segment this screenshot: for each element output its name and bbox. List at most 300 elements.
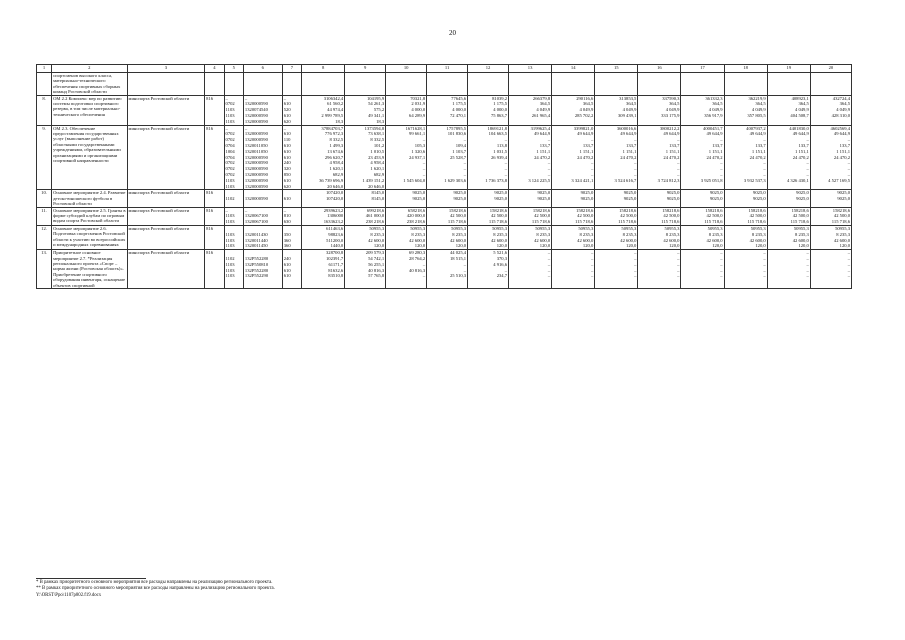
value-column — [386, 207, 427, 225]
value-cell: – — [806, 250, 809, 256]
value-cell: 4 527 169,5 — [828, 177, 850, 183]
value-column — [302, 125, 345, 190]
value-cell: 42 600,0 — [577, 237, 594, 243]
value-cell: 158218,6 — [448, 207, 467, 213]
value-cell: 1 151,1 — [536, 148, 551, 154]
value-cell: – — [590, 166, 594, 172]
value-column — [509, 207, 552, 225]
value-cell: 4 958,4 — [370, 160, 385, 166]
value-cell: 98823,6 — [328, 231, 344, 237]
value-cell: – — [677, 255, 680, 261]
value-cell: – — [590, 255, 594, 261]
value-cell: 158218,6 — [532, 207, 551, 213]
value-cell: 408923,1 — [791, 95, 809, 101]
value-cell: 24 470,2 — [620, 154, 637, 160]
value-cell — [769, 184, 809, 190]
value-cell: 8 235,3 — [836, 231, 850, 237]
value-cell: 364,5 — [626, 101, 637, 107]
header-cell: 9 — [345, 65, 386, 73]
value-cell: 520 — [283, 107, 291, 113]
value-cell: 1 103,7 — [452, 148, 467, 154]
value-column — [243, 73, 282, 96]
value-cell: 8 235,3 — [795, 231, 809, 237]
header-cell: 13 — [509, 65, 552, 73]
value-cell: 110 — [283, 137, 291, 143]
header-cell: 5 — [224, 65, 243, 73]
value-column — [595, 125, 638, 190]
value-cell: 24 470,2 — [663, 154, 680, 160]
page-number: 20 — [449, 29, 456, 37]
value-cell: – — [504, 171, 508, 177]
header-cell: 18 — [724, 65, 767, 73]
row-grbs: 816 — [205, 95, 224, 125]
row-executor: минспорта Ростовской области — [127, 190, 205, 207]
value-cell: 1103 — [225, 261, 235, 267]
value-column — [681, 250, 724, 289]
value-column — [810, 250, 851, 289]
value-cell: 83510,8 — [328, 273, 344, 279]
value-cell: – — [806, 273, 809, 279]
value-cell: 9025,0 — [412, 190, 426, 196]
value-column — [345, 95, 386, 125]
value-cell: 54 742,1 — [368, 255, 385, 261]
value-column — [638, 250, 681, 289]
value-cell: 4 000,0 — [452, 107, 467, 113]
value-cell: 8 235,3 — [622, 231, 637, 237]
value-cell: 364,5 — [839, 101, 850, 107]
value-column — [724, 207, 767, 225]
value-cell: – — [677, 160, 680, 166]
value-cell: – — [763, 166, 766, 172]
value-cell: 9025,0 — [537, 196, 551, 202]
value-cell: 1 629 303,6 — [444, 177, 467, 183]
value-cell: 364,5 — [582, 101, 594, 107]
value-cell: – — [283, 125, 287, 131]
value-cell: 328700,8 — [325, 250, 344, 256]
row-executor — [127, 73, 205, 96]
value-cell: 42 600,0 — [620, 237, 637, 243]
value-cell: – — [677, 166, 680, 172]
value-cell: 42 500,0 — [706, 213, 723, 219]
value-cell: 133,7 — [755, 143, 766, 148]
value-column — [427, 73, 468, 96]
value-cell: 101 830,6 — [447, 131, 467, 137]
value-cell: 69 280,3 — [409, 250, 426, 256]
value-cell: 3106342,4 — [323, 95, 344, 101]
value-cell: 4 049,9 — [665, 107, 680, 113]
value-cell: 610 — [283, 113, 291, 119]
value-cell: 40 816,3 — [409, 267, 426, 273]
value-column — [681, 125, 724, 190]
value-column — [767, 190, 810, 207]
header-row — [37, 65, 852, 73]
value-cell: 285 702,2 — [574, 113, 594, 119]
value-cell: 2939623,2 — [323, 207, 344, 213]
row-name: ОМ 2.2 Комплекс мер по развитию системы подготовки спортивного резерва, в том числе материально-технического обеспечения — [52, 95, 127, 125]
value-cell: 3199625,4 — [530, 125, 551, 131]
value-cell: – — [463, 267, 467, 273]
value-cell: – — [225, 207, 228, 213]
value-cell: 261 965,4 — [531, 113, 551, 119]
value-cell: 611463,6 — [326, 225, 344, 231]
value-cell: 120,0 — [798, 243, 809, 249]
value-cell: 1 151,1 — [836, 148, 850, 154]
value-cell: – — [720, 273, 723, 279]
value-column — [345, 190, 386, 207]
value-cell: 0702 — [225, 160, 235, 166]
value-cell: 610 — [283, 148, 291, 154]
value-cell: 49 644,9 — [792, 131, 809, 137]
value-cell: 9025,0 — [837, 196, 850, 202]
value-cell: 8 235,3 — [536, 231, 551, 237]
value-cell: 4401830,0 — [789, 125, 809, 131]
value-cell: – — [634, 160, 637, 166]
value-cell: 9025,0 — [580, 196, 594, 202]
value-cell: 610 — [283, 196, 291, 202]
value-cell: 70321,8 — [410, 95, 426, 101]
value-cell: – — [590, 160, 594, 166]
header-cell: 17 — [681, 65, 724, 73]
value-column — [810, 73, 851, 96]
value-cell: – — [463, 137, 467, 143]
value-cell: – — [763, 273, 766, 279]
value-column — [345, 250, 386, 289]
value-cell: 50955,3 — [535, 225, 551, 231]
value-column — [509, 225, 552, 249]
row-executor: минспорта Ростовской области — [127, 250, 205, 289]
value-cell: 2 999 789,5 — [321, 113, 344, 119]
value-cell: 362219,9 — [748, 95, 766, 101]
value-column — [243, 190, 282, 207]
value-cell: 850 — [283, 171, 291, 177]
value-cell: 238 218,6 — [365, 219, 385, 225]
value-cell: 24 470,2 — [749, 154, 766, 160]
value-cell: 158218,6 — [791, 207, 809, 213]
value-column — [638, 125, 681, 190]
value-cell: 24 937,1 — [409, 154, 426, 160]
value-cell: 75 863,7 — [490, 113, 508, 119]
value-cell: – — [763, 261, 766, 267]
value-cell: 1103 — [225, 113, 235, 119]
value-cell: – — [504, 137, 508, 143]
value-cell: 682,9 — [332, 171, 344, 177]
value-cell: 3 724 812,3 — [657, 177, 680, 183]
value-cell: 364,5 — [712, 101, 723, 107]
value-cell: 9025,0 — [453, 190, 467, 196]
value-cell: 1102 — [225, 196, 235, 202]
value-cell — [682, 119, 722, 125]
value-cell: 49 341,1 — [368, 113, 385, 119]
value-cell: 1320067100 — [244, 213, 268, 219]
value-cell: 1320000590 — [244, 160, 268, 166]
value-cell: 610 — [283, 273, 291, 279]
value-cell: 1320011050 — [244, 143, 268, 148]
value-cell: 50955,3 — [793, 225, 809, 231]
value-cell: 42 500,0 — [749, 213, 766, 219]
value-column — [224, 125, 243, 190]
value-column — [427, 207, 468, 225]
value-cell: 1103 — [225, 237, 235, 243]
value-cell: 4602569,4 — [830, 125, 850, 131]
value-column — [595, 207, 638, 225]
value-cell: 42 600,0 — [706, 237, 723, 243]
value-cell: – — [677, 137, 680, 143]
value-cell: 158218,6 — [619, 207, 637, 213]
value-cell: 9025,0 — [623, 190, 637, 196]
header-cell: 11 — [427, 65, 468, 73]
value-cell: 4 000,0 — [493, 107, 508, 113]
table-row — [37, 190, 852, 207]
value-cell: 4 049,9 — [622, 107, 637, 113]
value-cell: 699218,6 — [366, 207, 385, 213]
row-name: Основное мероприятие 2.5. Гранты в форме субсидий клубам по игровым видам спорта Ростовской области — [52, 207, 127, 225]
value-cell: 1 151,1 — [708, 148, 723, 154]
value-cell: – — [720, 166, 723, 172]
value-column — [427, 190, 468, 207]
value-column — [681, 73, 724, 96]
value-cell: 432724,4 — [832, 95, 850, 101]
value-column — [767, 125, 810, 190]
row-name: Основное мероприятие 2.4. Развитие детско-юношеского футбола в Ростовской области — [53, 190, 126, 207]
value-cell: 133,7 — [539, 143, 551, 148]
value-column — [724, 250, 767, 289]
value-cell: 238 218,6 — [406, 219, 426, 225]
value-cell: 3 324 421,1 — [571, 177, 594, 183]
row-grbs: 816 — [205, 207, 224, 225]
value-cell — [510, 119, 550, 125]
value-cell: 54 261,3 — [368, 101, 385, 107]
value-cell: 3800212,2 — [659, 125, 680, 131]
value-cell: 3 524 616,7 — [614, 177, 637, 183]
table-body — [37, 65, 852, 289]
value-cell: – — [847, 137, 850, 143]
value-cell: – — [547, 166, 551, 172]
value-cell: 42 600,0 — [534, 237, 551, 243]
value-cell: 240 — [283, 160, 291, 166]
value-cell: 120,0 — [455, 243, 467, 249]
value-cell: – — [244, 207, 248, 213]
value-cell: 113,8 — [496, 143, 508, 148]
value-cell: 115 718,6 — [747, 219, 766, 225]
row-executor: минспорта Ростовской области — [127, 207, 205, 225]
value-cell: 9025,0 — [753, 190, 766, 196]
value-cell: – — [422, 261, 426, 267]
header-cell: 10 — [386, 65, 427, 73]
value-cell: – — [677, 273, 680, 279]
value-cell: 1004 — [225, 148, 235, 154]
budget-table — [36, 64, 852, 289]
value-column — [681, 95, 724, 125]
value-cell: 8 332,5 — [370, 137, 385, 143]
value-cell: 105,3 — [414, 143, 426, 148]
row-name: Основное мероприятие 2.6. Подготовка спортсменов Ростовской области к участию во всероссийских и международных соревнованиях — [52, 225, 127, 249]
value-cell: – — [634, 250, 637, 256]
value-cell: 42 600,0 — [749, 237, 766, 243]
value-cell: 620 — [283, 118, 291, 124]
value-cell: – — [720, 160, 723, 166]
value-cell: 240 — [283, 255, 291, 261]
value-cell: – — [590, 267, 594, 273]
value-column — [282, 190, 301, 207]
value-cell: 44 974,4 — [327, 107, 344, 113]
value-column — [638, 190, 681, 207]
value-cell: 115 718,6 — [831, 219, 850, 225]
value-cell — [553, 119, 593, 125]
value-cell: 0702 — [225, 101, 235, 107]
value-cell: 24 470,2 — [792, 154, 809, 160]
value-column — [386, 250, 427, 289]
row-executor: минспорта Ростовской области — [127, 225, 205, 249]
value-cell: 107420,0 — [325, 190, 344, 196]
value-cell: 1320000590 — [244, 131, 268, 137]
value-cell: 42 600,0 — [368, 237, 385, 243]
value-cell: 115 718,6 — [575, 219, 594, 225]
value-cell — [387, 184, 425, 190]
value-cell: – — [806, 171, 809, 177]
value-cell: 1 620,1 — [329, 166, 344, 172]
value-cell: – — [806, 255, 809, 261]
row-number: 8. — [37, 95, 52, 125]
value-column — [386, 73, 427, 96]
value-cell: 18,3 — [376, 118, 385, 124]
value-cell — [510, 184, 550, 190]
value-cell: 9025,0 — [494, 190, 508, 196]
value-cell: 4 049,9 — [836, 107, 850, 113]
value-cell: 1320000590 — [244, 177, 268, 183]
value-cell: – — [677, 261, 680, 267]
value-cell: 49 644,9 — [663, 131, 680, 137]
value-cell: 1320000590 — [244, 166, 268, 172]
value-column — [552, 73, 595, 96]
value-column — [810, 125, 851, 190]
value-cell: 1 151,1 — [795, 148, 809, 154]
value-cell: 360 — [283, 237, 291, 243]
value-column — [302, 190, 345, 207]
value-cell: 50955,3 — [410, 225, 426, 231]
table-row — [37, 207, 852, 225]
row-number: 9. — [37, 125, 52, 190]
row-number: 11. — [37, 207, 52, 225]
value-cell: – — [847, 250, 850, 256]
header-cell: 2 — [52, 65, 127, 73]
value-cell: 42 600,0 — [792, 237, 809, 243]
value-cell: 8 235,3 — [370, 231, 385, 237]
value-column — [468, 95, 509, 125]
value-cell: 115 718,6 — [447, 219, 467, 225]
value-cell: – — [847, 171, 850, 177]
value-cell: – — [806, 261, 809, 267]
value-cell: 356 917,9 — [704, 113, 723, 119]
value-cell: – — [634, 171, 637, 177]
value-cell: – — [244, 95, 248, 101]
value-cell: 1 439 151,2 — [362, 177, 385, 183]
value-cell: 4007937,2 — [746, 125, 766, 131]
header-cell: 4 — [205, 65, 224, 73]
value-cell: 420 000,0 — [406, 213, 426, 219]
value-cell: 658218,6 — [407, 207, 426, 213]
value-column — [282, 250, 301, 289]
value-cell: 1 620,1 — [370, 166, 385, 172]
value-cell: – — [720, 250, 723, 256]
footnotes — [36, 580, 275, 599]
value-column — [595, 95, 638, 125]
value-cell: 1320011430 — [244, 231, 268, 237]
value-cell: 8145,0 — [371, 190, 385, 196]
value-cell: 364,5 — [798, 101, 809, 107]
value-cell: 9025,0 — [623, 196, 637, 202]
value-cell: 132P552290 — [244, 273, 269, 279]
value-cell: – — [225, 95, 228, 101]
value-cell: – — [463, 261, 467, 267]
value-cell: 133,7 — [582, 143, 594, 148]
value-cell: 3 124 225,5 — [528, 177, 551, 183]
value-column — [224, 73, 243, 96]
value-cell: 8 235,3 — [411, 231, 426, 237]
value-cell: 25 528,7 — [450, 154, 467, 160]
value-column — [224, 190, 243, 207]
value-cell: 333 175,9 — [661, 113, 680, 119]
value-cell: 25 510,3 — [450, 273, 467, 279]
value-column — [767, 95, 810, 125]
value-cell: 20 646,0 — [327, 183, 344, 189]
value-cell: 8 235,3 — [579, 231, 594, 237]
value-column — [468, 125, 509, 190]
value-cell: 44 025,4 — [450, 250, 467, 256]
header-cell: 3 — [127, 65, 205, 73]
value-cell — [387, 119, 425, 125]
value-cell — [428, 184, 466, 190]
value-cell: 42 600,0 — [663, 237, 680, 243]
value-cell: – — [720, 171, 723, 177]
value-cell: 296 620,7 — [324, 154, 344, 160]
value-cell: 0702 — [225, 131, 235, 137]
value-column — [386, 95, 427, 125]
value-column — [282, 125, 301, 190]
value-cell — [639, 184, 679, 190]
value-cell: 8 235,3 — [493, 231, 508, 237]
value-cell — [726, 119, 766, 125]
value-cell: 61171,7 — [328, 261, 344, 267]
value-cell: 610 — [283, 101, 291, 107]
value-cell: 404 508,7 — [790, 113, 809, 119]
value-cell: 28 764,2 — [409, 255, 426, 261]
value-cell: – — [720, 137, 723, 143]
value-cell: 0704 — [225, 143, 235, 148]
value-column — [767, 207, 810, 225]
value-cell — [596, 184, 636, 190]
value-cell: 42 500,0 — [490, 213, 508, 219]
table-row — [37, 225, 852, 249]
value-column — [509, 190, 552, 207]
value-column — [302, 225, 345, 249]
value-cell: 364,5 — [755, 101, 766, 107]
value-column — [243, 250, 282, 289]
value-cell: 101,2 — [373, 143, 385, 148]
value-cell: 1320067100 — [244, 219, 268, 225]
value-cell: 120,0 — [582, 243, 594, 249]
value-cell: – — [463, 171, 467, 177]
value-cell: 158218,6 — [576, 207, 594, 213]
value-column — [767, 250, 810, 289]
value-column — [302, 250, 345, 289]
value-cell: 9025,0 — [580, 190, 594, 196]
value-column — [282, 73, 301, 96]
value-cell: 1320000590 — [244, 154, 268, 160]
value-cell: 1320000590 — [244, 183, 268, 189]
value-cell: 1440,0 — [330, 243, 344, 249]
value-column — [224, 225, 243, 249]
value-column — [810, 207, 851, 225]
